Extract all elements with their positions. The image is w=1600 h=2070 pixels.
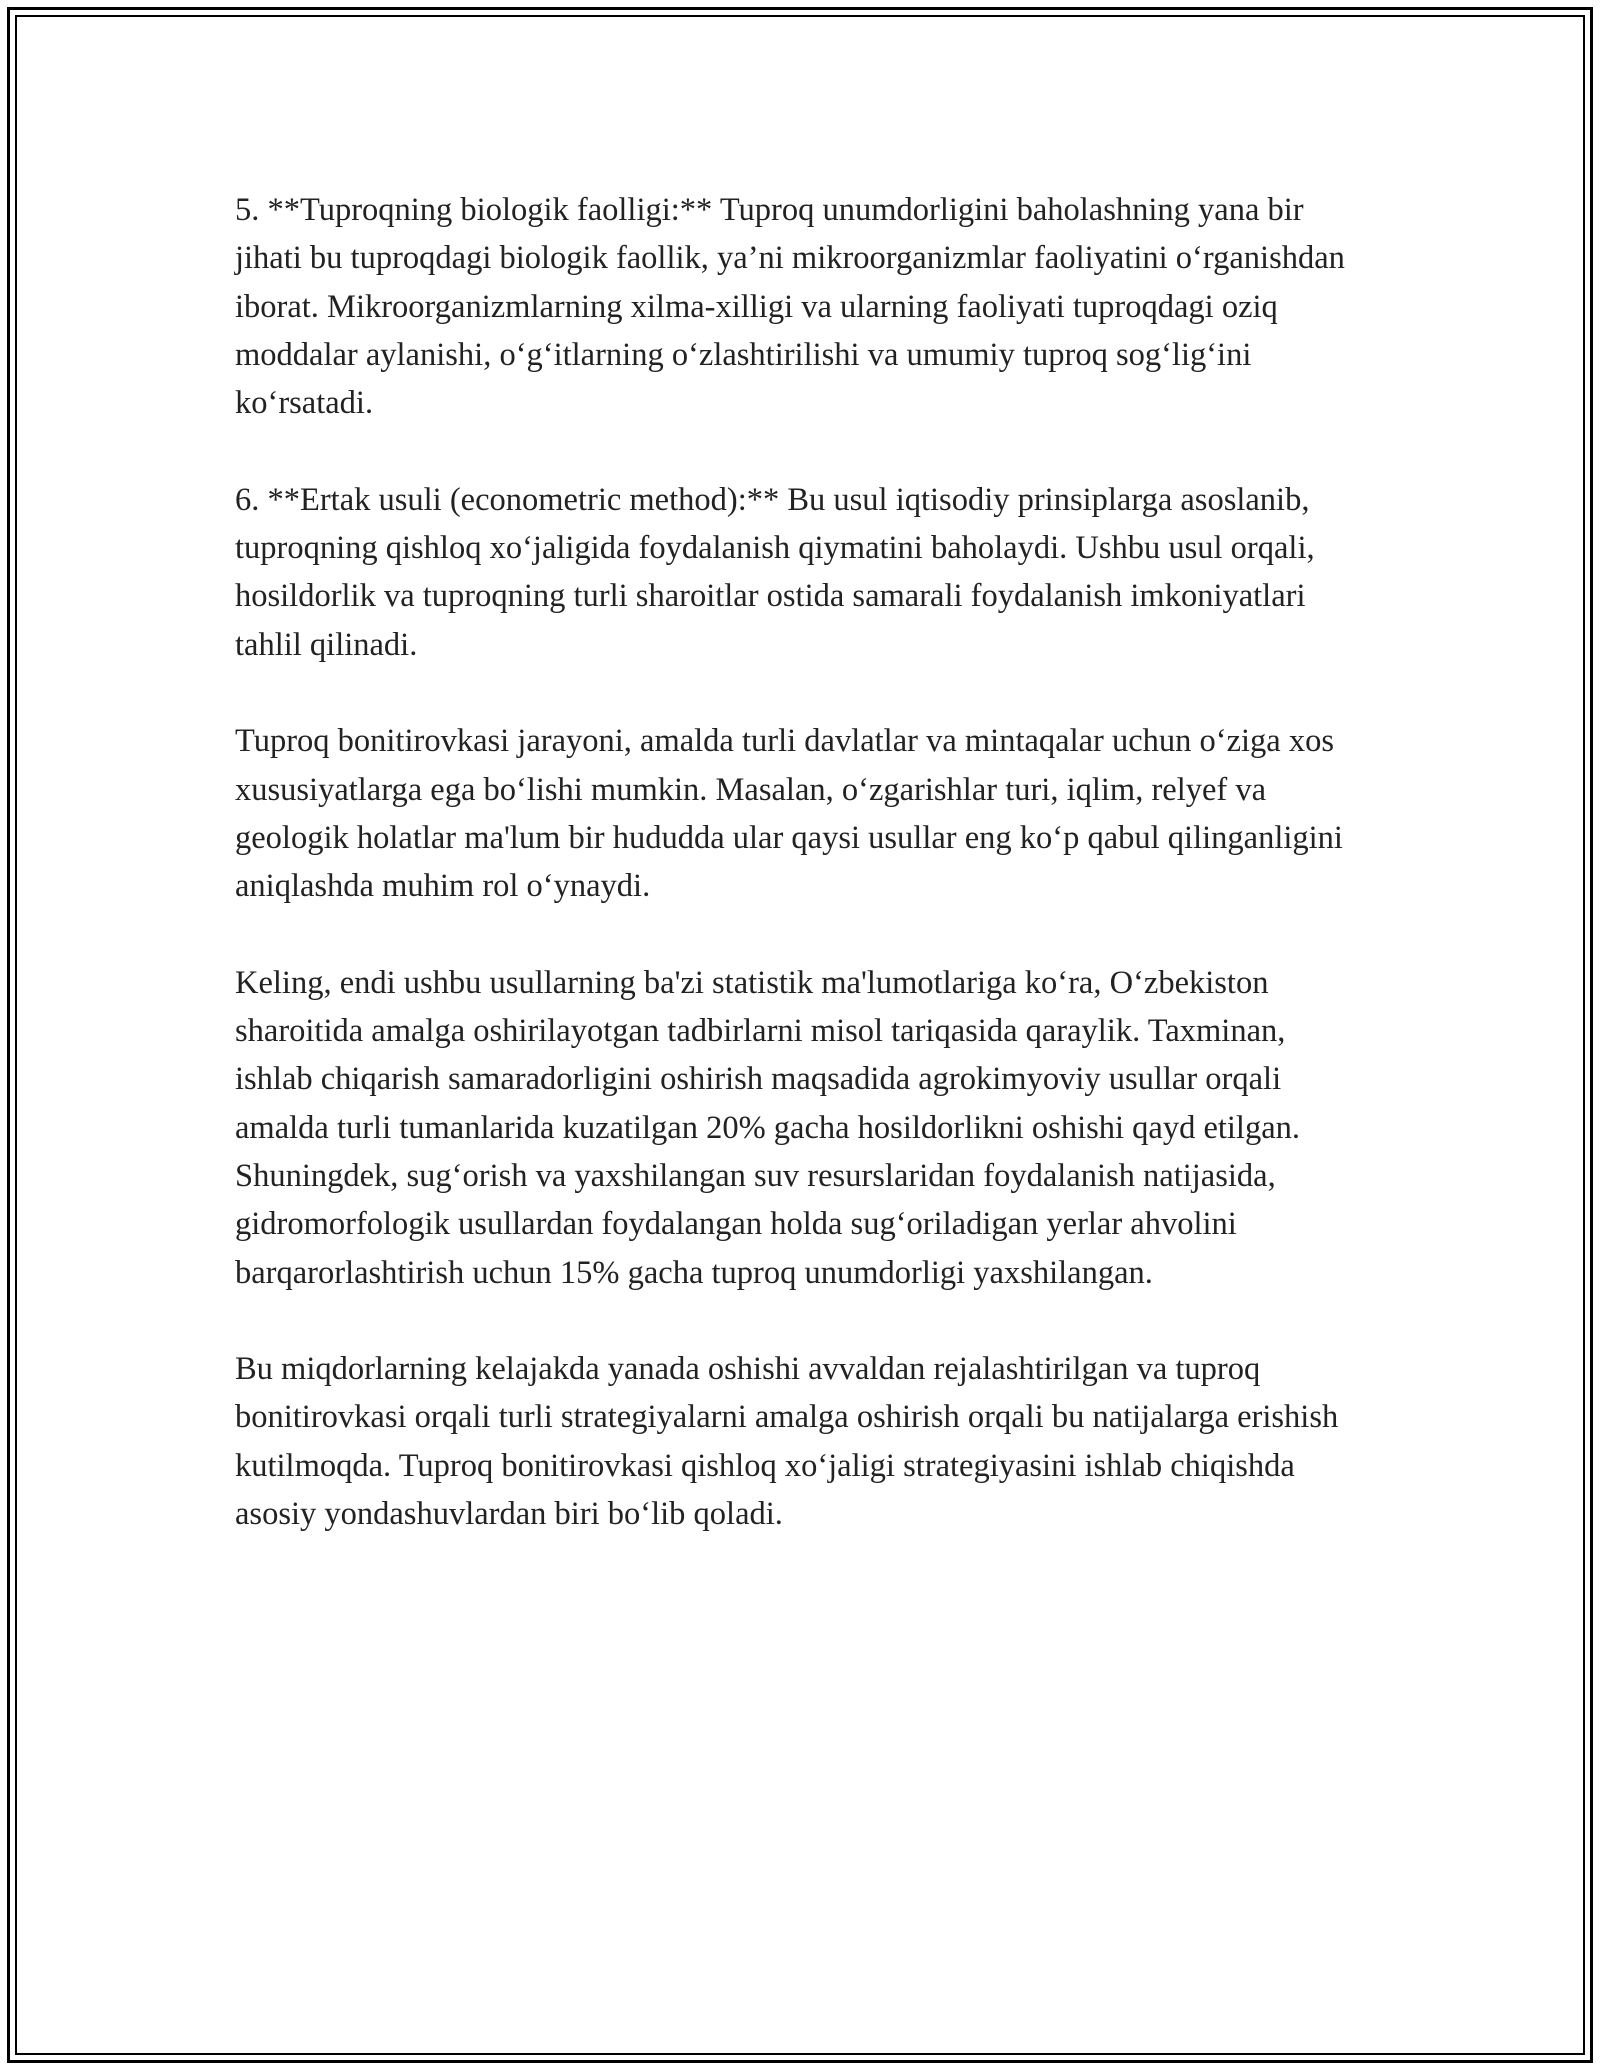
paragraph-conclusion: Bu miqdorlarning kelajakda yanada oshishi avvaldan rejalashtirilgan va tuproq bonitirovkasi orqali turli strategiyalarni amalga oshirish orqali bu natijalarga erishish kutilmoqda. Tuproq bonitirovkasi qishloq xo‘jaligi strategiyasini ishlab chiqishda asosiy yondashuvlardan biri bo‘lib qoladi. — [235, 1351, 1339, 1533]
paragraph-bonitation-process: Tuproq bonitirovkasi jarayoni, amalda turli davlatlar va mintaqalar uchun o‘ziga xos xususiyatlarga ega bo‘lishi mumkin. Masalan, o‘zgarishlar turi, iqlim, relyef va geologik holatlar ma'lum bir hududda ular qaysi usullar eng ko‘p qabul qilinganligini aniqlashda muhim rol o‘ynaydi. — [235, 723, 1343, 905]
paragraph-econometric-method: 6. **Ertak usuli (econometric method):** Bu usul iqtisodiy prinsiplarga asoslanib, tuproqning qishloq xo‘jaligida foydalanish qiymatini baholaydi. Ushbu usul orqali, hosildorlik va tuproqning turli sharoitlar ostida samarali foydalanish imkoniyatlari tahlil qilinadi. — [235, 481, 1315, 663]
document-body — [235, 186, 1365, 1587]
paragraph-uzbekistan-statistics: Keling, endi ushbu usullarning ba'zi statistik ma'lumotlariga ko‘ra, O‘zbekiston sharoitida amalga oshirilayotgan tadbirlarni misol tariqasida qaraylik. Taxminan, ishlab chiqarish samaradorligini oshirish maqsadida agrokimyoviy usullar orqali amalda turli tumanlarida kuzatilgan 20% gacha hosildorlikni oshishi qayd etilgan. Shuningdek, sug‘orish va yaxshilangan suv resurslaridan foydalanish natijasida, gidromorfologik usullardan foydalangan holda sug‘oriladigan yerlar ahvolini barqarorlashtirish uchun 15% gacha tuproq unumdorligi yaxshilangan. — [235, 964, 1301, 1291]
paragraph-biological-activity: 5. **Tuproqning biologik faolligi:** Tuproq unumdorligini baholashning yana bir jihati bu tuproqdagi biologik faollik, ya’ni mikroorganizmlar faoliyatini o‘rganishdan iborat. Mikroorganizmlarning xilma-xilligi va ularning faoliyati tuproqdagi oziq moddalar aylanishi, o‘g‘itlarning o‘zlashtirilishi va umumiy tuproq sog‘lig‘ini ko‘rsatadi. — [235, 192, 1345, 422]
